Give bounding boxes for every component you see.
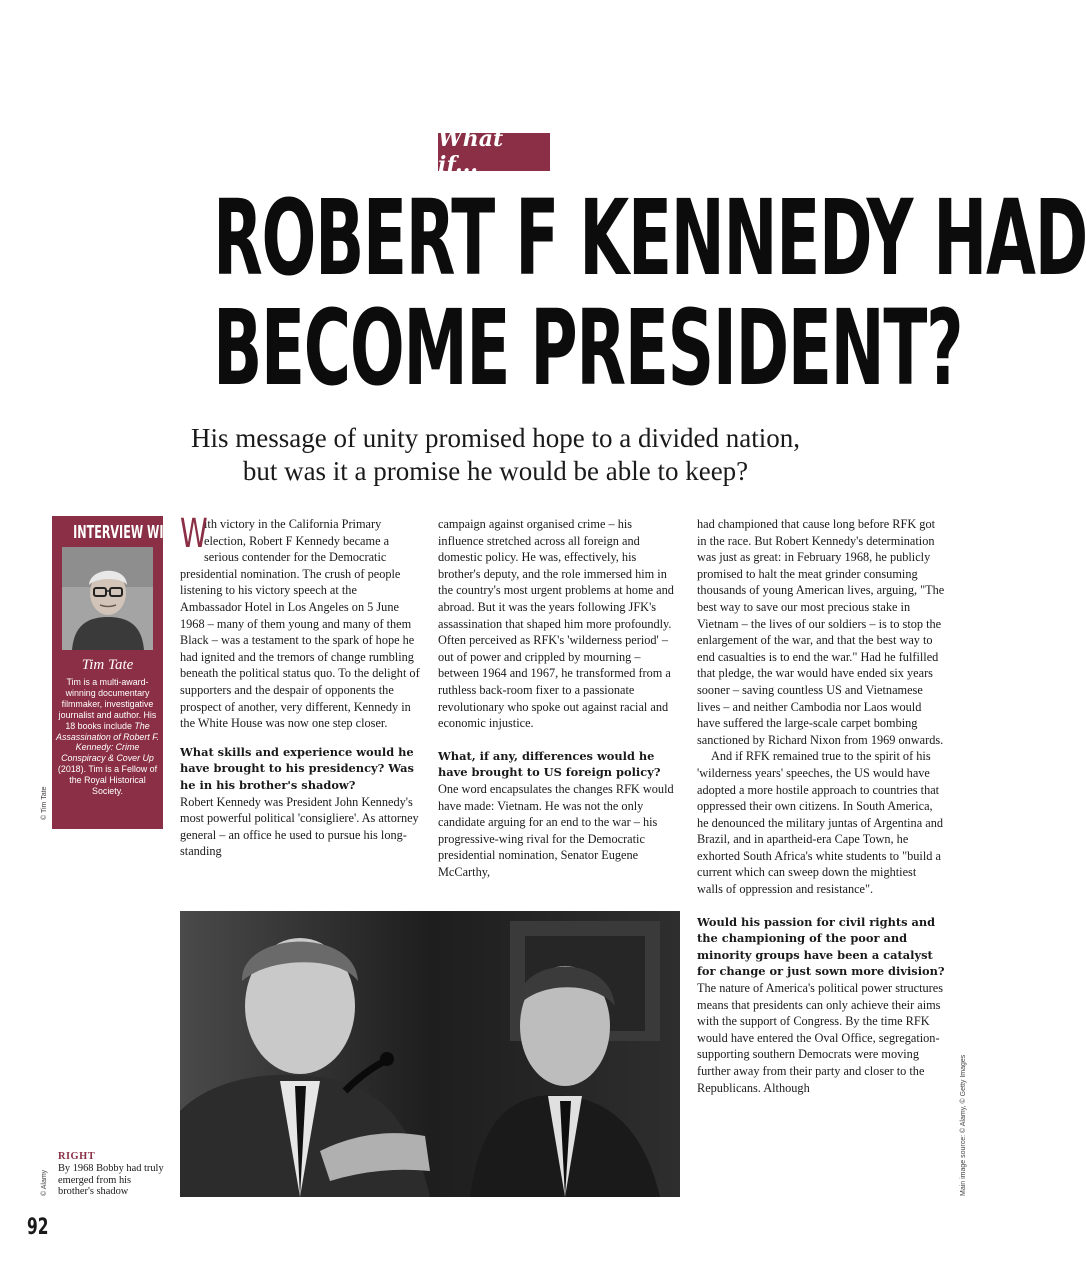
question-1: What skills and experience would he have brought to his presidency? Was he in his brother's shadow? bbox=[180, 744, 414, 792]
dropcap: W bbox=[180, 511, 208, 557]
author-photo-credit: © Tim Tate bbox=[41, 786, 48, 820]
answer-2-part-2: had championed that cause long before RFK got in the race. But Robert Kennedy's determination was just as great: in February 1968, he publicly promised to halt the meat grinder consuming thousands of young American lives, arguing, "The best way to save our most precious stake in Vietnam – the lives of our soldiers – is to stop the enlargement of the war, and that the best way to end casualties is to end the war." Had he fulfilled that pledge, the war would have ended six years sooner – saving countless US and Vietnamese lives – and neither Cambodia nor Laos would have suffered the large-scale carpet bombing sanctioned by Richard Nixon from 1969 onwards. bbox=[697, 517, 945, 747]
intro-text: ith victory in the California Primary election, Robert F Kennedy became a serious contender for the Democratic presidential nomination. The crush of people listening to his victory speech at the Ambassador Hotel in Los Angeles on 5 June 1968 – many of them young and many of them Black – was a testament to the spark of hope he had ignited and the tremors of change rumbling beneath the political status quo. To the delight of supporters and the despair of opponents the prospect of another, very different, Kennedy in the White House was now one step closer. bbox=[180, 517, 420, 731]
headline bbox=[213, 177, 1087, 409]
interview-sidebar bbox=[52, 516, 181, 829]
author-portrait-image bbox=[62, 547, 153, 650]
kennedy-brothers-image bbox=[180, 911, 680, 1197]
author-bio-text: Tim is a multi-award-winning documentary filmmaker, investigative journalist and author. His 18 books include bbox=[58, 677, 157, 731]
author-bio bbox=[55, 677, 160, 797]
headline-line-1: ROBERT F KENNEDY HAD bbox=[213, 177, 1087, 299]
author-bio-text-end: (2018). Tim is a Fellow of the Royal Historical Society. bbox=[57, 764, 158, 797]
caption-text: By 1968 Bobby had truly emerged from his brother's shadow bbox=[58, 1162, 164, 1198]
article-column-2 bbox=[438, 516, 678, 880]
caption-heading: RIGHT bbox=[58, 1151, 96, 1162]
author-photo bbox=[62, 547, 153, 650]
question-2: What, if any, differences would he have brought to US foreign policy? bbox=[438, 748, 661, 780]
standfirst bbox=[60, 422, 931, 488]
answer-2-part-1: One word encapsulates the changes RFK would have made: Vietnam. He was not the only candidate arguing for an end to the war – his progressive-wing rival for the Democratic presidential nomination, Senator Eugene McCarthy, bbox=[438, 781, 674, 879]
article-column-1 bbox=[180, 511, 420, 860]
sidebar-heading: INTERVIEW WITH bbox=[73, 522, 181, 543]
photo-credit: © Alamy bbox=[41, 1169, 48, 1196]
image-source-credit: Main image source: © Alamy, © Getty Images bbox=[960, 1054, 967, 1196]
author-bio-book-title: The Assassination of Robert F. Kennedy: Crime Conspiracy & Cover Up bbox=[56, 720, 159, 764]
intro-paragraph bbox=[180, 511, 420, 732]
question-3: Would his passion for civil rights and the championing of the poor and minority groups have been a catalyst for change or just sown more division? bbox=[697, 914, 945, 979]
answer-3: The nature of America's political power structures means that presidents can only achieve their aims with the support of Congress. By the time RFK would have entered the Oval Office, segregation-supporting southern Democrats were moving further away from their party and closer to the Republicans. Although bbox=[697, 981, 944, 1095]
page-number: 92 bbox=[27, 1215, 49, 1240]
article-column-3 bbox=[697, 516, 945, 1096]
author-name: Tim Tate bbox=[81, 657, 134, 673]
standfirst-line-1: His message of unity promised hope to a divided nation, bbox=[191, 423, 800, 453]
photo-caption bbox=[58, 1151, 168, 1198]
standfirst-line-2: but was it a promise he would be able to keep? bbox=[242, 456, 749, 486]
kicker-label: What if... bbox=[438, 133, 550, 171]
kennedy-brothers-photo bbox=[180, 911, 680, 1197]
answer-1-part-1: Robert Kennedy was President John Kennedy's most powerful political 'consigliere'. As attorney general – an office he used to pursue his long-standing bbox=[180, 794, 419, 859]
headline-line-2: BECOME PRESIDENT? bbox=[213, 287, 963, 409]
answer-1-part-2: campaign against organised crime – his influence stretched across all foreign and domestic policy. He was, effectively, his brother's deputy, and the role immersed him in the country's most urgent problems at home and abroad. But it was the years following JFK's assassination that shaped him more profoundly. Often perceived as RFK's 'wilderness period' – out of power and crippled by mourning – between 1964 and 1967, he transformed from a ruthless back-room fixer to a passionate revolutionary who spoke out against racial and economic injustice. bbox=[438, 517, 674, 731]
answer-2-part-3: And if RFK remained true to the spirit of his 'wilderness years' speeches, the US would have adopted a more hostile approach to countries that oppressed their own citizens. In South America, he denounced the military juntas of Argentina and Brazil, and in apartheid-era Cape Town, he exhorted South Africa's white students to "build a current which can sweep down the mightiest walls of oppression and resistance". bbox=[697, 749, 943, 897]
